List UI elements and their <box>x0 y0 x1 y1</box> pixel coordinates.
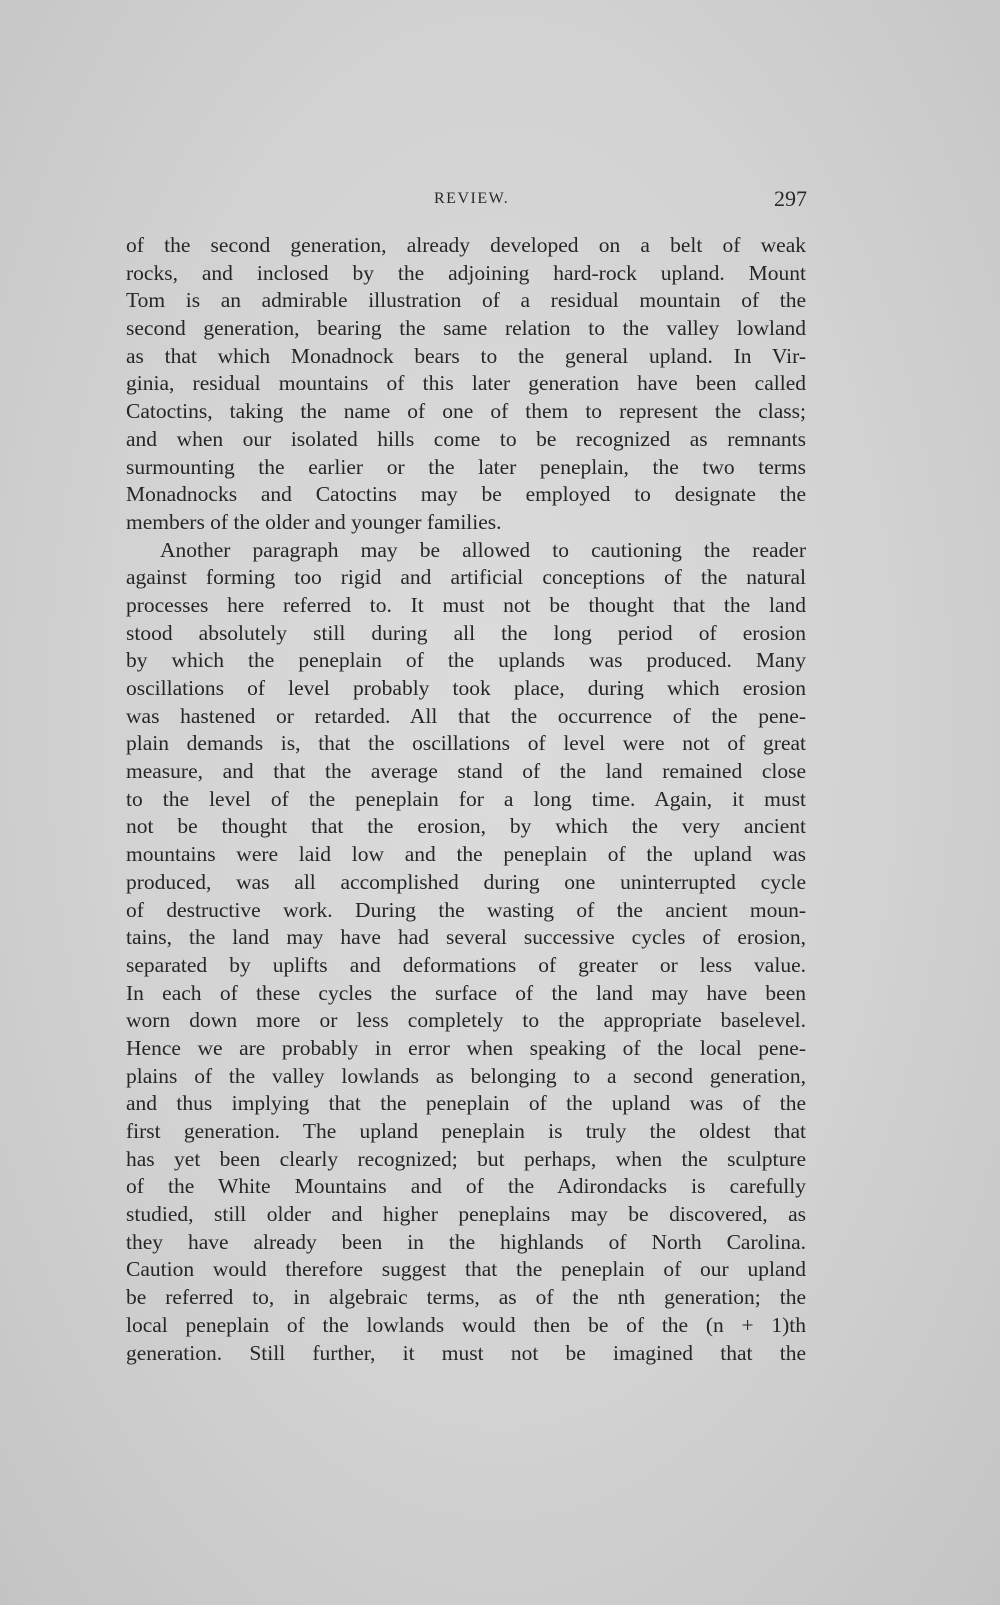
text-line: tains, the land may have had several successive cycles of erosion, <box>126 925 806 950</box>
text-line: of the White Mountains and of the Adirondacks is carefully <box>126 1174 806 1199</box>
text-line: has yet been clearly recognized; but perhaps, when the sculpture <box>126 1146 806 1171</box>
text-line: ginia, residual mountains of this later generation have been called <box>126 371 806 396</box>
text-line: Tom is an admirable illustration of a residual mountain of the <box>126 288 806 313</box>
text-line: of the second generation, already developed on a belt of weak <box>126 233 806 257</box>
text-line: Catoctins, taking the name of one of them to represent the class; <box>126 399 806 424</box>
text-line: first generation. The upland peneplain is truly the oldest that <box>126 1119 806 1143</box>
text-line: not be thought that the erosion, by which the very ancient <box>126 814 806 839</box>
text-line: worn down more or less completely to the appropriate baselevel. <box>126 1008 806 1033</box>
text-line: as that which Monadnock bears to the general upland. In Vir- <box>126 343 806 368</box>
text-line: local peneplain of the lowlands would then be of the (n + 1)th <box>126 1312 806 1337</box>
running-head <box>0 186 1000 216</box>
text-line: measure, and that the average stand of the land remained close <box>126 759 806 784</box>
text-line: Hence we are probably in error when speaking of the local pene- <box>126 1035 806 1060</box>
text-line: to the level of the peneplain for a long time. Again, it must <box>126 786 806 811</box>
text-line: studied, still older and higher peneplains may be discovered, as <box>126 1202 806 1227</box>
text-line: surmounting the earlier or the later peneplain, the two terms <box>126 454 806 479</box>
running-head-title: REVIEW. <box>434 190 510 207</box>
text-line: In each of these cycles the surface of the land may have been <box>126 980 806 1005</box>
text-line: produced, was all accomplished during one uninterrupted cycle <box>126 869 806 894</box>
text-line: mountains were laid low and the peneplain of the upland was <box>126 842 806 867</box>
text-line: processes here referred to. It must not be thought that the land <box>126 592 806 617</box>
text-line: plains of the valley lowlands as belonging to a second generation, <box>126 1063 806 1088</box>
text-line: and when our isolated hills come to be recognized as remnants <box>126 426 806 451</box>
text-line: generation. Still further, it must not be imagined that the <box>126 1340 806 1365</box>
page-number: 297 <box>774 186 807 211</box>
text-line: plain demands is, that the oscillations of level were not of great <box>126 731 806 756</box>
text-line: against forming too rigid and artificial conceptions of the natural <box>126 565 806 590</box>
text-line: oscillations of level probably took place, during which erosion <box>126 676 806 700</box>
text-line: be referred to, in algebraic terms, as of the nth generation; the <box>126 1285 806 1310</box>
text-line: stood absolutely still during all the long period of erosion <box>126 620 806 645</box>
text-line: separated by uplifts and deformations of greater or less value. <box>126 952 806 977</box>
text-line: they have already been in the highlands of North Carolina. <box>126 1229 806 1254</box>
text-line: of destructive work. During the wasting of the ancient moun- <box>126 897 806 922</box>
text-line: was hastened or retarded. All that the occurrence of the pene- <box>126 703 806 728</box>
text-line: and thus implying that the peneplain of the upland was of the <box>126 1091 806 1116</box>
text-line: by which the peneplain of the uplands was produced. Many <box>126 648 806 673</box>
body-text <box>126 232 806 1367</box>
text-line: second generation, bearing the same relation to the valley lowland <box>126 316 806 341</box>
text-line: members of the older and younger families. <box>126 509 502 534</box>
text-line: Another paragraph may be allowed to cautioning the reader <box>160 537 806 562</box>
text-line: Caution would therefore suggest that the peneplain of our upland <box>126 1257 806 1282</box>
text-line: Monadnocks and Catoctins may be employed to designate the <box>126 482 806 507</box>
text-line: rocks, and inclosed by the adjoining hard-rock upland. Mount <box>126 260 806 285</box>
